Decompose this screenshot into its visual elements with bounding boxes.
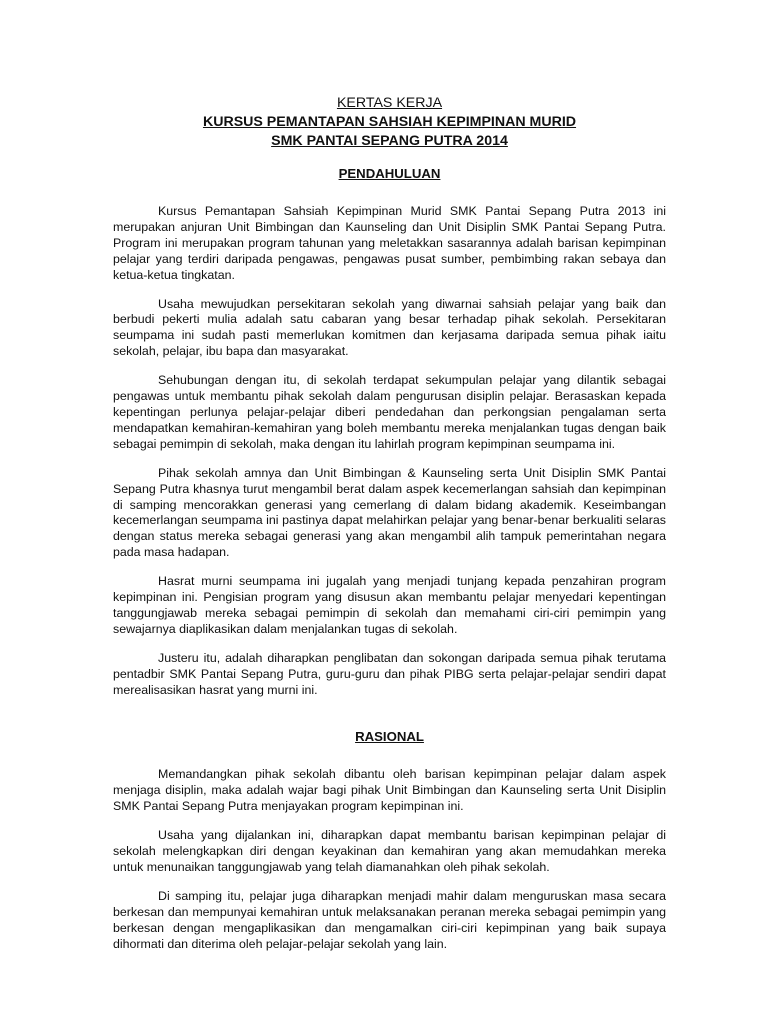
paragraph: Justeru itu, adalah diharapkan penglibatan dan sokongan daripada semua pihak terutama pentadbir SMK Pantai Sepang Putra, guru-guru dan pihak PIBG serta pelajar-pelajar sendiri dapat merealisasikan hasrat yang murni ini. xyxy=(113,650,666,697)
paragraph: Sehubungan dengan itu, di sekolah terdapat sekumpulan pelajar yang dilantik sebagai pengawas untuk membantu pihak sekolah dalam pengurusan disiplin pelajar. Berasaskan kepada kepentingan perlunya pelajar-pelajar diberi pendedahan dan perkongsian pengalaman serta mendapatkan kemahiran-kemahiran yang boleh membantu mereka menjalankan tugas dengan baik sebagai pemimpin di sekolah, maka dengan itu lahirlah program kepimpinan seumpama ini. xyxy=(113,373,666,451)
document-title xyxy=(113,94,666,151)
paragraph: Memandangkan pihak sekolah dibantu oleh barisan kepimpinan pelajar dalam aspek menjaga disiplin, maka adalah wajar bagi pihak Unit Bimbingan dan Kaunseling serta Unit Disiplin SMK Pantai Sepang Putra menjayakan program kepimpinan ini. xyxy=(113,767,666,814)
title-line-kertas-kerja: KERTAS KERJA xyxy=(336,95,443,111)
paragraph: Hasrat murni seumpama ini jugalah yang menjadi tunjang kepada penzahiran program kepimpinan ini. Pengisian program yang disusun akan membantu pelajar menyedari kepentingan tanggungjawab mereka sebagai pemimpin di sekolah dan memahami ciri-ciri pemimpin yang sewajarnya diaplikasikan dalam menjalankan tugas di sekolah. xyxy=(113,574,666,636)
paragraph: Kursus Pemantapan Sahsiah Kepimpinan Murid SMK Pantai Sepang Putra 2013 ini merupakan anjuran Unit Bimbingan dan Kaunseling dan Unit Disiplin SMK Pantai Sepang Putra. Program ini merupakan program tahunan yang meletakkan sasarannya adalah barisan kepimpinan pelajar yang terdiri daripada pengawas, pengawas pusat sumber, pembimbing rakan sebaya dan ketua-ketua tingkatan. xyxy=(113,204,666,282)
paragraph: Pihak sekolah amnya dan Unit Bimbingan & Kaunseling serta Unit Disiplin SMK Pantai Sepang Putra khasnya turut mengambil berat dalam aspek kecemerlangan sahsiah dan kepimpinan di samping mencorakkan generasi yang cemerlang di dalam bidang akademik. Keseimbangan kecemerlangan seumpama ini pastinya dapat melahirkan pelajar yang benar-benar berkualiti selaras dengan status mereka sebagai generasi yang akan mengambil alih tampuk pemerintahan negara pada masa hadapan. xyxy=(113,465,666,560)
paragraph: Usaha yang dijalankan ini, diharapkan dapat membantu barisan kepimpinan pelajar di sekolah melengkapkan diri dengan keyakinan dan kemahiran yang akan memudahkan mereka untuk menunaikan tanggungjawab yang telah diamanahkan oleh pihak sekolah. xyxy=(113,828,666,874)
title-line-kursus: KURSUS PEMANTAPAN SAHSIAH KEPIMPINAN MURID xyxy=(202,114,577,130)
section-heading-pendahuluan: PENDAHULUAN xyxy=(338,166,441,181)
paragraph: Di samping itu, pelajar juga diharapkan menjadi mahir dalam menguruskan masa secara berkesan dan mempunyai kemahiran untuk melaksanakan peranan mereka sebagai pemimpin yang berkesan dengan mengaplikasikan dan mengamalkan ciri-ciri kepimpinan yang baik supaya dihormati dan diterima oleh pelajar-pelajar sekolah yang lain. xyxy=(113,888,666,951)
title-line-school: SMK PANTAI SEPANG PUTRA 2014 xyxy=(271,133,508,149)
section-heading-rasional: RASIONAL xyxy=(355,729,424,745)
paragraph: Usaha mewujudkan persekitaran sekolah yang diwarnai sahsiah pelajar yang baik dan berbudi pekerti mulia adalah satu cabaran yang besar terhadap pihak sekolah. Persekitaran seumpama ini sudah pasti memerlukan komitmen dan kerjasama daripada semua pihak iaitu sekolah, pelajar, ibu bapa dan masyarakat. xyxy=(113,296,666,359)
